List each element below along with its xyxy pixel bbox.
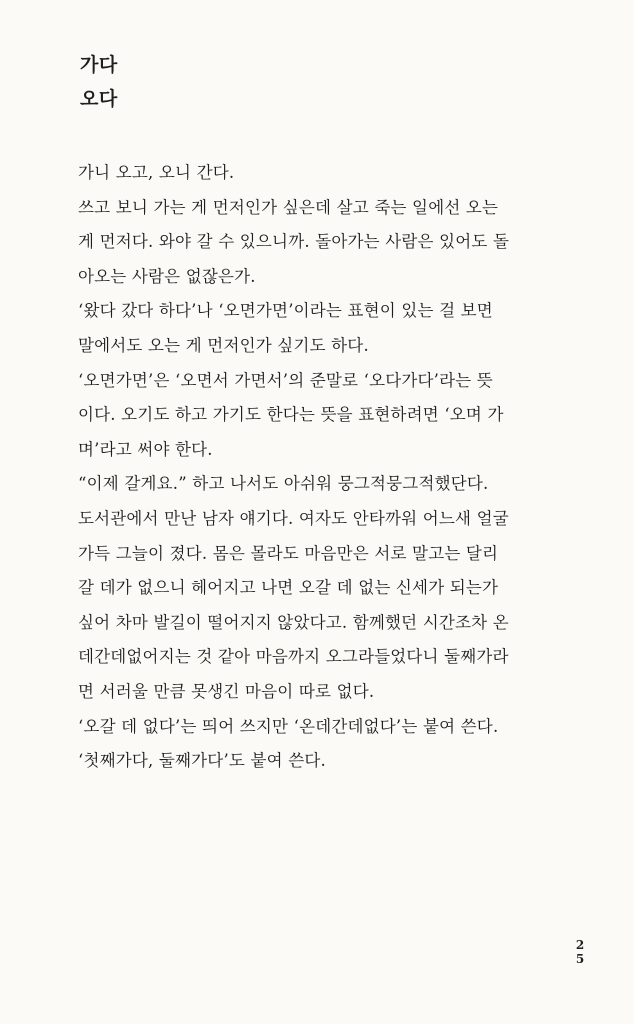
text-line: ‘왔다 갔다 하다’나 ‘오면가면’이라는 표현이 있는 걸 보면 — [78, 301, 493, 321]
text-line: “이제 갈게요.” 하고 나서도 아쉬워 뭉그적뭉그적했단다. — [78, 474, 489, 494]
chapter-title — [80, 48, 118, 116]
text-line: 면 서러울 만큼 못생긴 마음이 따로 없다. — [78, 681, 375, 701]
text-line: 이다. 오기도 하고 가기도 한다는 뜻을 표현하려면 ‘오며 가 — [78, 405, 504, 425]
body-text — [78, 156, 598, 779]
text-line: 말에서도 오는 게 먼저인가 싶기도 하다. — [78, 335, 369, 355]
title-line-1: 가다 — [80, 54, 118, 76]
text-line: 게 먼저다. 와야 갈 수 있으니까. 돌아가는 사람은 있어도 돌 — [78, 232, 510, 252]
title-line-2: 오다 — [80, 88, 118, 110]
page-number — [574, 938, 586, 966]
text-line: 도서관에서 만난 남자 얘기다. 여자도 안타까워 어느새 얼굴 — [78, 508, 509, 528]
page-number-digit: 2 — [575, 938, 585, 952]
text-line: 가득 그늘이 졌다. 몸은 몰라도 마음만은 서로 말고는 달리 — [78, 543, 499, 563]
text-line: 며’라고 써야 한다. — [78, 439, 213, 459]
text-line: 쓰고 보니 가는 게 먼저인가 싶은데 살고 죽는 일에선 오는 — [78, 197, 499, 217]
text-line: ‘오면가면’은 ‘오면서 가면서’의 준말로 ‘오다가다’라는 뜻 — [78, 370, 493, 390]
text-line: 아오는 사람은 없잖은가. — [78, 266, 256, 286]
page-number-digit: 5 — [575, 952, 585, 966]
text-line: 싶어 차마 발길이 떨어지지 않았다고. 함께했던 시간조차 온 — [78, 612, 509, 632]
text-line: ‘오갈 데 없다’는 띄어 쓰지만 ‘온데간데없다’는 붙여 쓴다. — [78, 716, 499, 736]
text-line: 데간데없어지는 것 같아 마음까지 오그라들었다니 둘째가라 — [78, 647, 509, 667]
text-line: ‘첫째가다, 둘째가다’도 붙여 쓴다. — [78, 751, 326, 771]
text-line: 가니 오고, 오니 간다. — [78, 163, 235, 182]
text-line: 갈 데가 없으니 헤어지고 나면 오갈 데 없는 신세가 되는가 — [78, 578, 499, 598]
